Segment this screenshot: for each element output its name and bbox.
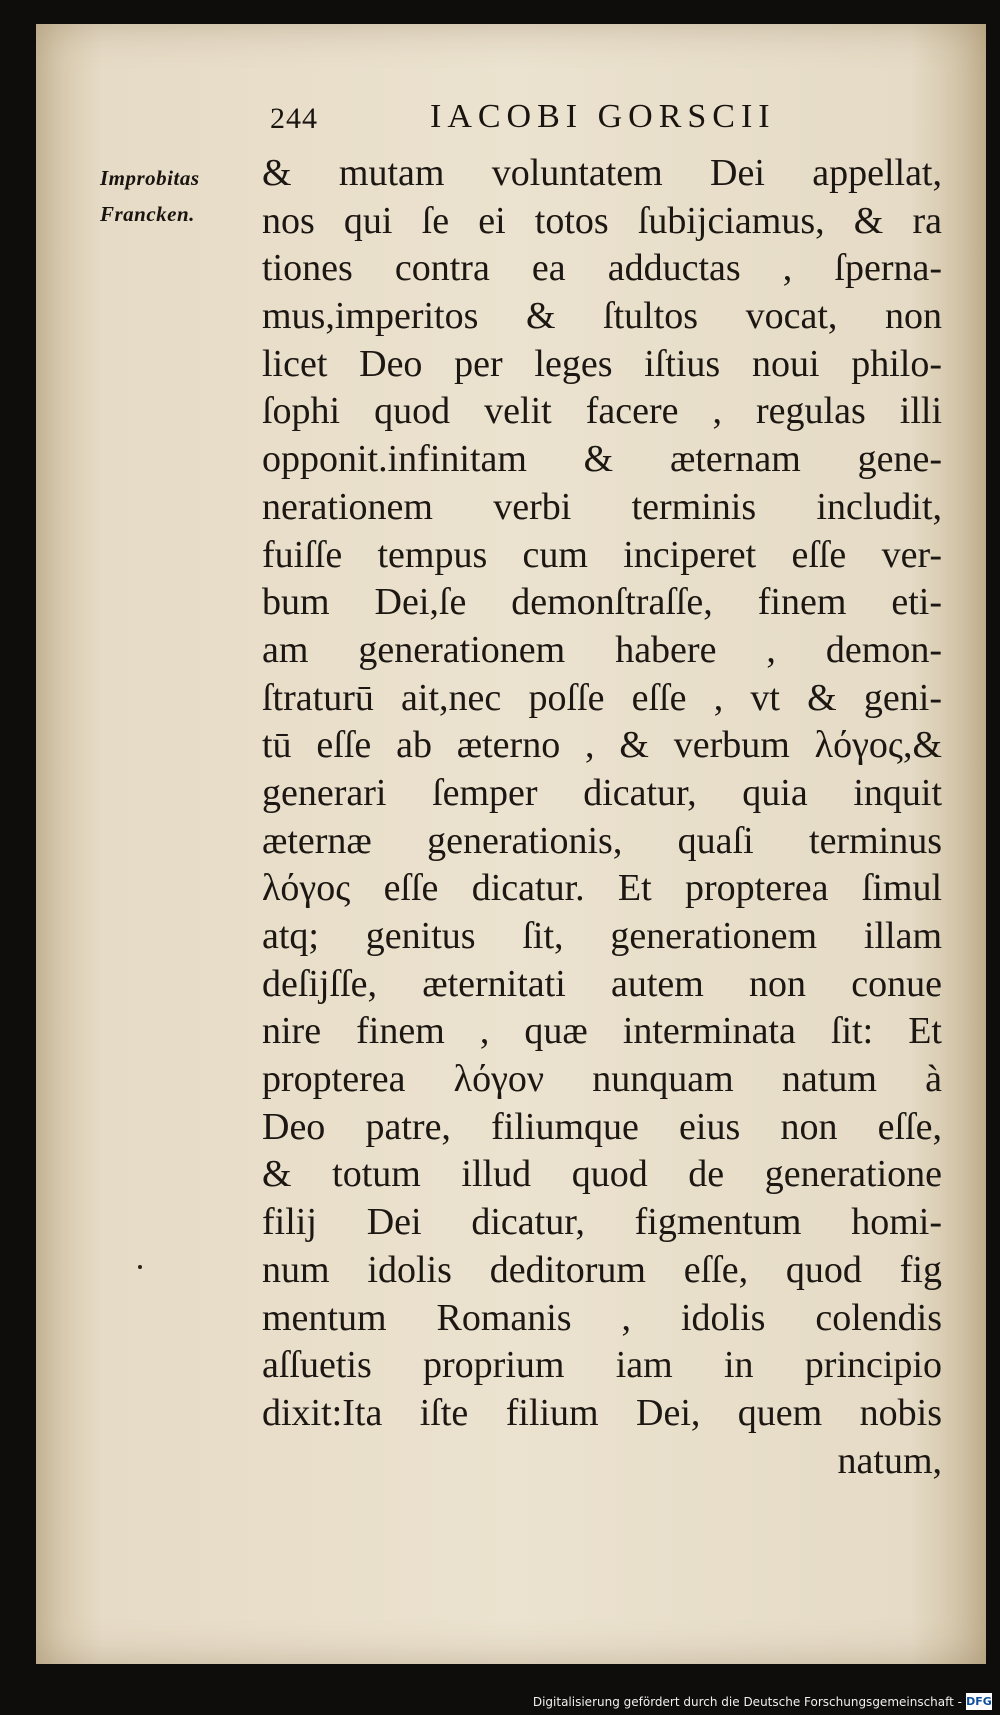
page-header (270, 98, 830, 138)
text-line: generari ſemper dicatur, quia inquit (262, 771, 942, 814)
text-line: nire finem , quæ interminata ſit: Et (262, 1010, 942, 1053)
text-line: & totum illud quod de generatione (262, 1153, 942, 1196)
text-line: dixit:Ita iſte filium Dei, quem nobis (262, 1391, 942, 1434)
marginal-note-line: Francken. (100, 202, 195, 226)
text-line: bum Dei,ſe demonſtraſſe, finem eti- (262, 581, 942, 624)
ink-speck (138, 1265, 142, 1269)
text-line: filij Dei dicatur, figmentum homi- (262, 1201, 942, 1244)
text-line: num idolis deditorum eſſe, quod fig (262, 1248, 942, 1291)
body-text (262, 150, 942, 1485)
text-line: licet Deo per leges iſtius noui philo- (262, 342, 942, 385)
marginal-note (100, 160, 250, 232)
text-line: nos qui ſe ei totos ſubijciamus, & ra (262, 199, 942, 242)
dfg-logo: DFG (966, 1695, 992, 1708)
text-line: nerationem verbi terminis includit, (262, 485, 942, 528)
text-line: fuiſſe tempus cum inciperet eſſe ver- (262, 533, 942, 576)
text-line: tū eſſe ab æterno , & verbum λόγος,& (262, 724, 942, 767)
text-line: ſophi quod velit facere , regulas illi (262, 390, 942, 433)
text-line: & mutam voluntatem Dei appellat, (262, 152, 942, 194)
text-line: am generationem habere , demon- (262, 628, 942, 671)
text-line: mentum Romanis , idolis colendis (262, 1296, 942, 1339)
marginal-note-line: Improbitas (100, 166, 200, 190)
footer-bar (0, 1690, 1000, 1715)
text-line: mus,imperitos & ſtultos vocat, non (262, 295, 942, 338)
text-line: aſſuetis proprium iam in principio (262, 1344, 942, 1387)
text-line: λόγος eſſe dicatur. Et propterea ſimul (262, 867, 942, 910)
text-line: tiones contra ea adductas , ſperna- (262, 247, 942, 290)
text-line: propterea λόγον nunquam natum à (262, 1058, 942, 1101)
text-line: atq; genitus ſit, generationem illam (262, 915, 942, 957)
running-title: IACOBI GORSCII (430, 98, 776, 135)
funding-note: Digitalisierung gefördert durch die Deutsche Forschungsgemeinschaft - (532, 1695, 962, 1709)
text-line: æternæ generationis, quaſi terminus (262, 819, 942, 862)
text-line: deſijſſe, æternitati autem non conue (262, 962, 942, 1005)
text-line: ſtraturū ait,nec poſſe eſſe , vt & geni- (262, 676, 942, 719)
page-number: 244 (270, 102, 318, 135)
text-line: opponit.infinitam & æternam gene- (262, 438, 942, 481)
text-line: Deo patre, filiumque eius non eſſe, (262, 1105, 942, 1148)
catchword: natum, (837, 1439, 942, 1482)
